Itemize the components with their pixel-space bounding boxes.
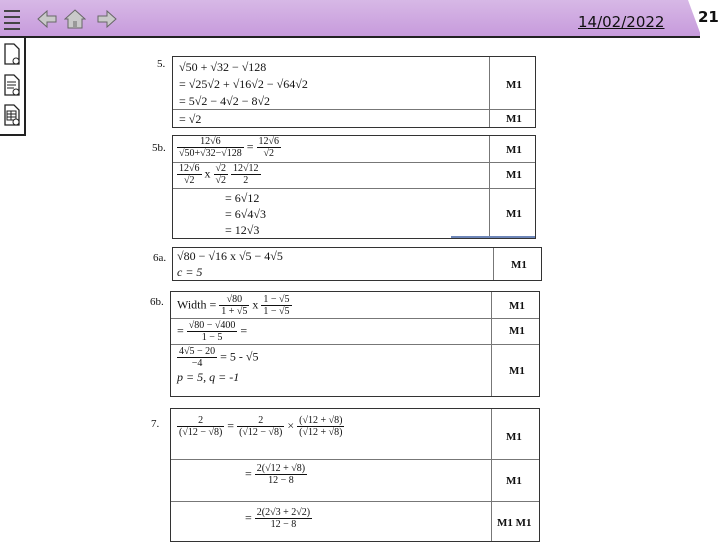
math-line: = $\frac{2(√12 + √8)}{12 - 8}$	[245, 463, 306, 486]
question-label: 5.	[157, 58, 166, 70]
sidebar	[0, 38, 26, 136]
math-line: $\frac{12√6}{√2}$ x $\frac{√2}{√2}$ $\frac{12√12}{2}$	[179, 163, 259, 186]
menu-icon[interactable]	[4, 6, 20, 28]
answer-box-5	[172, 56, 536, 128]
back-icon[interactable]	[36, 8, 58, 30]
mark-label: M1	[506, 208, 522, 220]
top-bar	[0, 0, 720, 38]
mark-label: M1	[509, 325, 525, 337]
math-line: √50 + √32 − √128	[179, 60, 267, 74]
math-line: c = 5	[177, 265, 203, 279]
answer-box-5b	[172, 135, 536, 239]
math-line: = 5√2 − 4√2 − 8√2	[179, 94, 271, 108]
document-icon[interactable]	[4, 43, 20, 65]
question-label: 5b.	[152, 142, 166, 154]
mark-label: M1	[509, 365, 525, 377]
math-line: √80 − √16 x √5 − 4√5	[177, 249, 283, 263]
document-text-icon[interactable]	[4, 74, 20, 96]
question-label: 6a.	[153, 252, 167, 264]
question-label: 6b.	[150, 296, 164, 308]
answer-box-7	[170, 408, 540, 542]
math-line: = 6√12	[225, 191, 260, 205]
question-label: 7.	[151, 418, 160, 430]
document-table-icon[interactable]	[4, 104, 20, 126]
math-line: $\frac{2}{(√12 - √8)}$ = $\frac{2}{(√12 - √8)}$ × $\frac{(√12 + √8)}{(√12 + √8)}$	[179, 415, 343, 438]
mark-label: M1 M1	[497, 517, 532, 529]
mark-label: M1	[506, 79, 522, 91]
math-line: = 6√4√3	[225, 207, 266, 221]
math-line: = 12√3	[225, 223, 260, 237]
mark-label: M1	[509, 300, 525, 312]
mark-label: M1	[506, 113, 522, 125]
math-line: $\frac{4√5 - 20}{-4}$ = 5 - √5	[179, 346, 259, 369]
divider-line	[451, 236, 535, 238]
math-line: Width = $\frac{√80}{1 + √5}$ x $\frac{1 - √5}{1 - √5}$	[177, 294, 290, 317]
page-number: 21	[698, 8, 719, 26]
math-line: $\frac{12√6}{√50+√32-√128}$ = $\frac{12√6}{√2}$	[179, 136, 280, 159]
date-label: 14/02/2022	[578, 13, 665, 31]
mark-label: M1	[506, 169, 522, 181]
math-line: = √25√2 + √16√2 − √64√2	[179, 77, 308, 91]
mark-label: M1	[506, 144, 522, 156]
answer-box-6b	[170, 291, 540, 397]
mark-label: M1	[511, 259, 527, 271]
answer-box-6a	[172, 247, 542, 281]
math-line: = $\frac{2(2√3 + 2√2)}{12 - 8}$	[245, 507, 311, 530]
home-icon[interactable]	[64, 8, 86, 30]
math-line: = √2	[179, 112, 202, 126]
mark-label: M1	[506, 475, 522, 487]
math-line: = $\frac{√80 - √400}{1 - 5}$ =	[177, 320, 248, 343]
forward-icon[interactable]	[96, 8, 118, 30]
math-line: p = 5, q = -1	[177, 370, 240, 384]
mark-label: M1	[506, 431, 522, 443]
